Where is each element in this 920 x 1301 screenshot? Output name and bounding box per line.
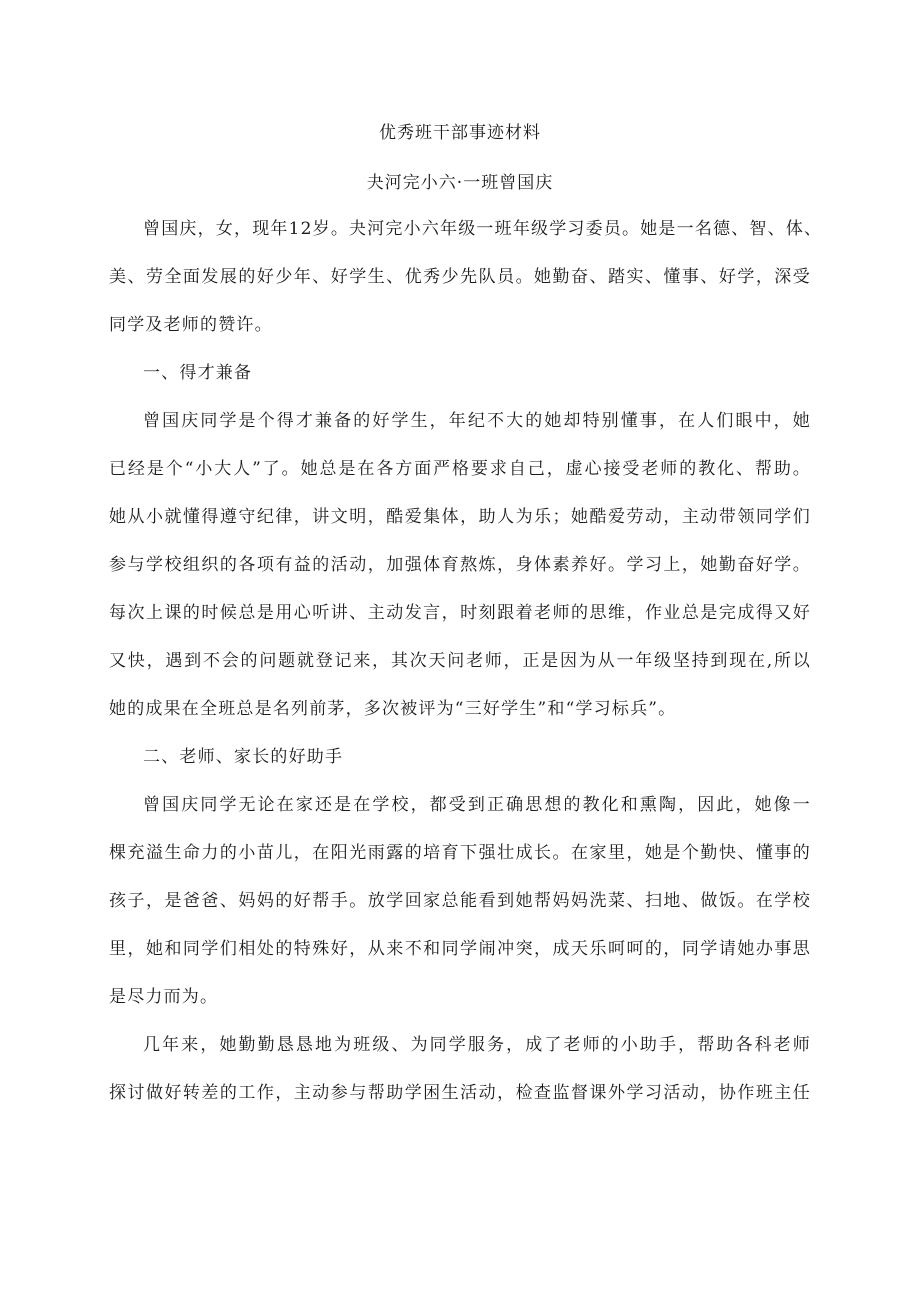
section-heading: 二、老师、家长的好助手 xyxy=(143,747,344,767)
paragraph-line: 探讨做好转差的工作，主动参与帮助学困生活动，检查监督课外学习活动，协作班主任 xyxy=(109,1083,811,1103)
section-heading: 一、得才兼备 xyxy=(143,363,253,383)
paragraph-line: 曾国庆同学是个得才兼备的好学生，年纪不大的她却特别懂事，在人们眼中，她 xyxy=(143,411,811,431)
paragraph-line: 又快，遇到不会的问题就登记来，其次天问老师，正是因为从一年级坚持到现在,所以 xyxy=(109,651,811,671)
paragraph-line: 参与学校组织的各项有益的活动，加强体育熬炼，身体素养好。学习上，她勤奋好学。 xyxy=(109,555,811,575)
section-2-heading xyxy=(109,733,811,781)
section-2-paragraph xyxy=(109,781,811,1021)
paragraph-line: 里，她和同学们相处的特殊好，从来不和同学闹冲突，成天乐呵呵的，同学请她办事思 xyxy=(109,939,811,959)
paragraph-line: 曾国庆，女，现年12岁。夬河完小六年级一班年级学习委员。她是一名德、智、体、 xyxy=(143,219,823,239)
paragraph-line: 同学及老师的赞许。 xyxy=(109,315,273,335)
document-subtitle: 夬河完小六·一班曾国庆 xyxy=(366,173,554,193)
paragraph-line: 已经是个“小大人”了。她总是在各方面严格要求自己，虚心接受老师的教化、帮助。 xyxy=(109,459,811,479)
paragraph-line: 她从小就懂得遵守纪律，讲文明，酷爱集体，助人为乐；她酷爱劳动，主动带领同学们 xyxy=(109,507,811,527)
intro-paragraph xyxy=(109,205,823,349)
paragraph-line: 美、劳全面发展的好少年、好学生、优秀少先队员。她勤奋、踏实、懂事、好学，深受 xyxy=(109,267,811,287)
paragraph-line: 棵充溢生命力的小苗儿，在阳光雨露的培育下强壮成长。在家里，她是个勤快、懂事的 xyxy=(109,843,811,863)
section-1-paragraph xyxy=(109,397,811,733)
paragraph-line: 曾国庆同学无论在家还是在学校，都受到正确思想的教化和熏陶，因此，她像一 xyxy=(143,795,811,815)
paragraph-line: 孩子，是爸爸、妈妈的好帮手。放学回家总能看到她帮妈妈洗菜、扫地、做饭。在学校 xyxy=(109,891,811,911)
paragraph-line: 几年来，她勤勤恳恳地为班级、为同学服务，成了老师的小助手，帮助各科老师 xyxy=(143,1035,811,1055)
section-1-heading xyxy=(109,349,811,397)
paragraph-line: 是尽力而为。 xyxy=(109,987,219,1007)
section-2-paragraph-2 xyxy=(109,1021,811,1117)
paragraph-line: 她的成果在全班总是名列前茅，多次被评为“三好学生”和“学习标兵”。 xyxy=(109,699,677,719)
document-title: 优秀班干部事迹材料 xyxy=(379,123,541,143)
paragraph-line: 每次上课的时候总是用心听讲、主动发言，时刻跟着老师的思维，作业总是完成得又好 xyxy=(109,603,811,623)
